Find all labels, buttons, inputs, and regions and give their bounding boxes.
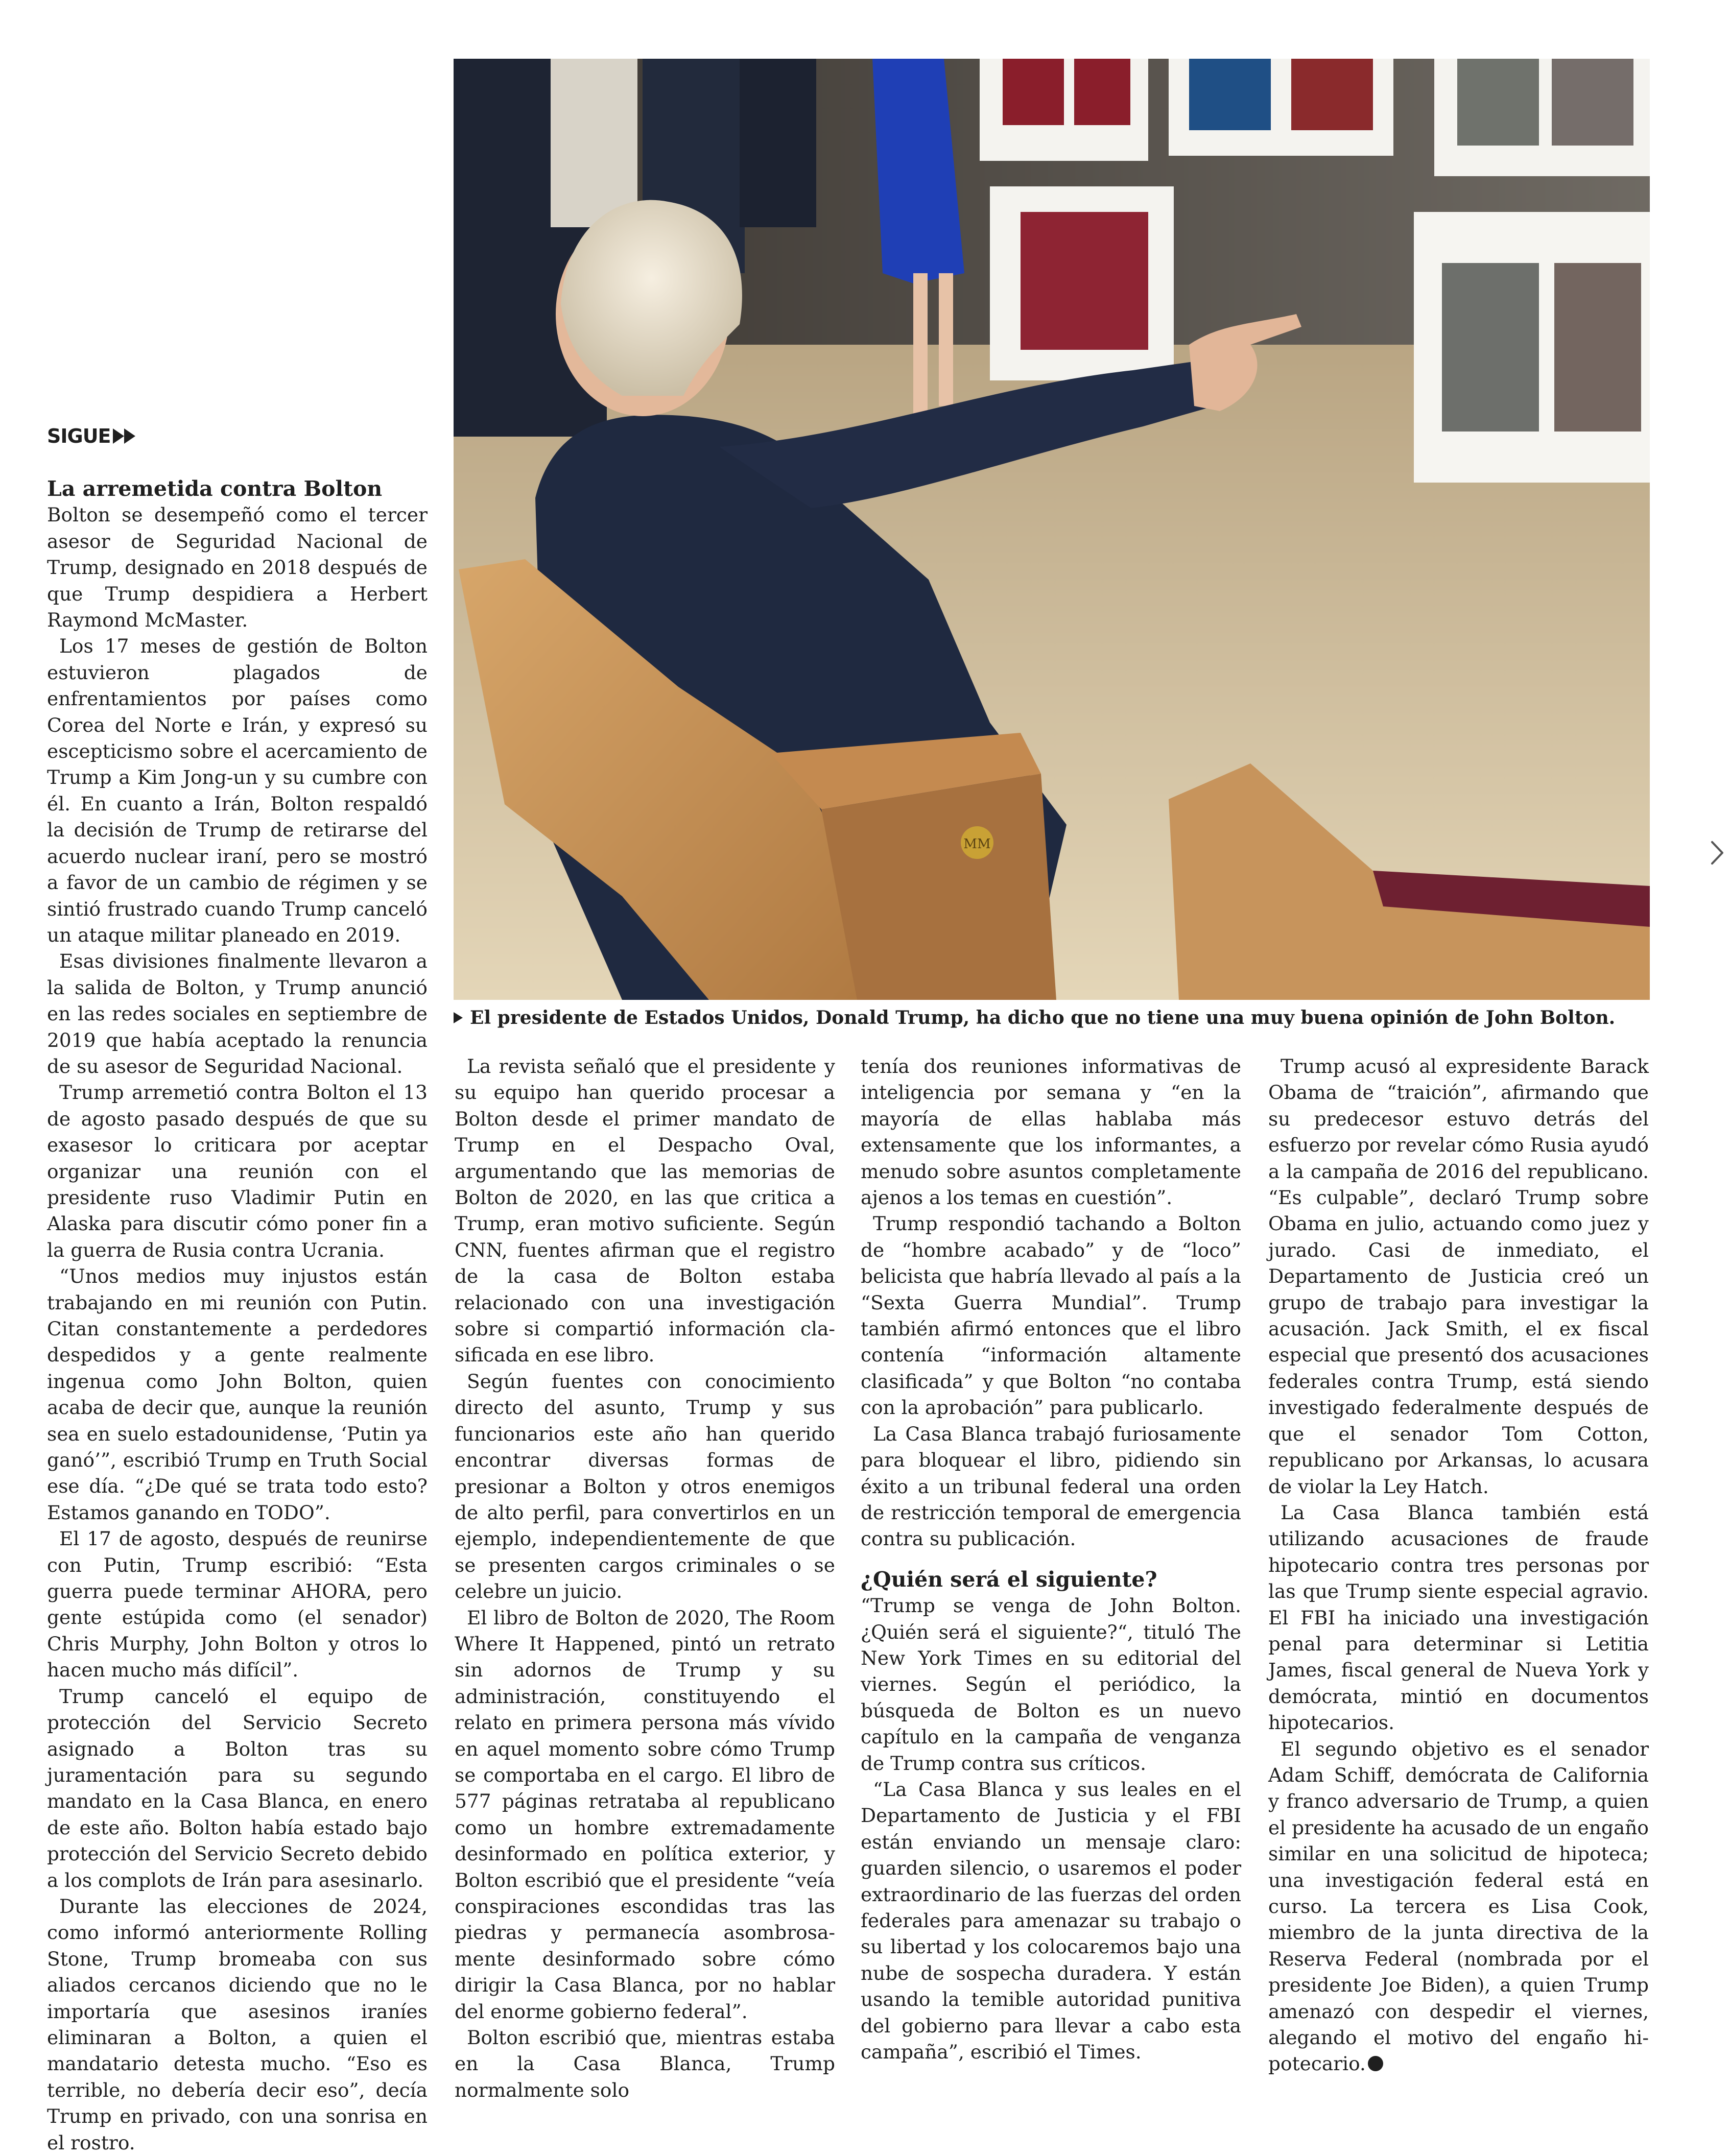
chevron-right-icon[interactable] bbox=[1710, 840, 1724, 866]
paragraph: Según fuentes con conocimiento directo del asunto, Trump y sus funcionarios este año han querido encontrar diversas formas de presionar a Bolton y otros enemigos de alto perfil, para convertirlos en un ejemplo, independientemente de que se presenten cargos criminales o se celebre un juicio. bbox=[455, 1370, 835, 1603]
paragraph: Trump acusó al expresidente Barack Obama de “traición”, afirmando que su predecesor estuvo detrás del esfuerzo por revelar cómo Rusia ayudó a la campaña de 2016 del republicano. “Es culpable”, declaró Trump sobre Obama en julio, actuando como juez y jurado. Casi de inmediato, el Departamento de Justicia creó un grupo de trabajo para investigar la acusación. Jack Smith, el ex fiscal especial que presentó dos acusaciones federales contra Trump, está siendo investigado federalmente después de que el senador Tom Cotton, republicano por Arkansas, lo acusara de violar la Ley Hatch. bbox=[1268, 1055, 1649, 1498]
paragraph: Trump arremetió contra Bolton el 13 de agosto pasado después de que su exasesor lo criticara por aceptar organizar una reunión con el presidente ruso Vladimir Putin en Alaska para discutir cómo poner fin a la guerra de Rusia contra Ucrania. bbox=[47, 1081, 428, 1261]
caption-arrow-icon bbox=[454, 1012, 463, 1023]
end-of-article-icon bbox=[1368, 2056, 1383, 2071]
paragraph: Trump canceló el equipo de protección del Servicio Secreto asignado a Bolton tras su juramentación para su segundo mandato en la Casa Blanca, en enero de este año. Bolton había estado bajo protección del Servicio Secreto debido a los complots de Irán para asesinarlo. bbox=[47, 1685, 428, 1891]
news-photo bbox=[454, 59, 1650, 1000]
paragraph: La Casa Blanca también está utilizando acusaciones de fraude hipotecario contra tres personas por las que Trump siente especial agravio. El FBI ha iniciado una investigación penal para determinar si Letitia James, fiscal general de Nueva York y demócrata, mintió en documentos hipotecarios. bbox=[1268, 1501, 1649, 1734]
paragraph: “La Casa Blanca y sus leales en el Departamento de Justicia y el FBI están enviando un mensaje claro: guarden silencio, o usaremos el poder extraordinario de las fuerzas del orden federales para amenazar su trabajo o su libertad y los colocaremos bajo una nube de sospecha duradera. Y están usando la temible autoridad punitiva del gobierno para llevar a cabo esta campaña”, escribió el Times. bbox=[861, 1778, 1241, 2064]
arrow-right-icon bbox=[124, 428, 135, 444]
paragraph: “Trump se venga de John Bolton. ¿Quién será el siguiente?“, tituló The New York Times en su editorial del viernes. Según el periódico, la búsqueda de Bolton es un nuevo capítulo en la campaña de venganza de Trump contra sus críticos. bbox=[861, 1594, 1241, 1775]
article-column-2 bbox=[455, 1053, 835, 2103]
paragraph bbox=[1268, 1736, 1649, 2077]
article-column-1 bbox=[47, 476, 428, 2156]
paragraph: Bolton escribió que, mientras estaba en la Casa Blanca, Trump normalmente solo bbox=[455, 2026, 835, 2101]
arrow-right-icon bbox=[113, 428, 124, 444]
paragraph: La Casa Blanca trabajó furiosamente para bloquear el libro, pidiendo sin éxito a un tribunal federal una orden de restricción temporal de emergencia contra su publicación. bbox=[861, 1422, 1241, 1550]
paragraph: tenía dos reuniones informativas de inteligencia por semana y “en la mayoría de ellas hablaba más extensamente que los informantes, a menudo sobre asuntos completamente ajenos a los temas en cuestión”. bbox=[861, 1055, 1241, 1209]
section-heading: ¿Quién será el siguiente? bbox=[861, 1567, 1157, 1592]
paragraph: El libro de Bolton de 2020, The Room Where It Happened, pintó un retrato sin adornos de Trump y su administración, constituyendo el relato en primera persona más vívido en aquel momento sobre cómo Trump se comportaba en el cargo. El libro de 577 páginas retrataba al republicano como un hombre extremadamente desinformado en política exterior, y Bolton escribió que el presidente “veía conspiraciones escondidas tras las piedras y permanecía asombrosamente desinformado sobre cómo dirigir la Casa Blanca, por no hablar del enorme gobierno federal”. bbox=[455, 1606, 835, 2023]
paragraph-text: El segundo objetivo es el senador Adam Schiff, demócrata de California y franco adversario de Trump, a quien el presidente ha acusado de un engaño similar en una solicitud de hipoteca; una investigación federal está en curso. La tercera es Lisa Cook, miembro de la junta directiva de la Reserva Federal (nombrada por el presidente Joe Biden), a quien Trump amenazó con despedir el viernes, alegando el motivo del engaño hipotecario. bbox=[1268, 1737, 1649, 2075]
paragraph: Trump respondió tachando a Bolton de “hombre acabado” y de “loco” belicista que habría llevado al país a la “Sexta Guerra Mundial”. Trump también afirmó entonces que el libro contenía “información altamente clasificada” y que Bolton “no contaba con la aprobación” para publicarlo. bbox=[861, 1212, 1241, 1419]
paragraph: Esas divisiones finalmente llevaron a la salida de Bolton, y Trump anunció en las redes sociales en septiembre de 2019 que había aceptado la renuncia de su asesor de Seguridad Nacional. bbox=[47, 950, 428, 1077]
paragraph: La revista señaló que el presidente y su equipo han querido procesar a Bolton desde el primer mandato de Trump en el Despacho Oval, argumentando que las memorias de Bolton de 2020, en las que critica a Trump, eran motivo suficiente. Según CNN, fuentes afirman que el registro de la casa de Bolton estaba relacionado con una investigación sobre si compartió información clasificada en ese libro. bbox=[455, 1055, 835, 1367]
paragraph: El 17 de agosto, después de reunirse con Putin, Trump escribió: “Esta guerra puede terminar AHORA, pero gente estúpida como (el senador) Chris Murphy, John Bolton y otros lo hacen mucho más difícil”. bbox=[47, 1527, 428, 1682]
paragraph: “Unos medios muy injustos están trabajando en mi reunión con Putin. Citan constantemente a perdedores despedidos y a gente realmente ingenua como John Bolton, quien acaba de decir que, aunque la reunión sea en suelo estadounidense, ‘Putin ya ganó’”, escribió Trump en Truth Social ese día. “¿De qué se trata todo esto? Estamos ganando en TODO”. bbox=[47, 1265, 428, 1524]
paragraph: Los 17 meses de gestión de Bolton estuvieron plagados de enfrentamientos por países como Corea del Norte e Irán, y expresó su escepticismo sobre el acercamiento de Trump a Kim Jong-un y su cumbre con él. En cuanto a Irán, Bolton respaldó la decisión de Trump de retirarse del acuerdo nuclear iraní, pero se mostró a favor de un cambio de régimen y se sintió frustrado cuando Trump canceló un ataque militar planeado en 2019. bbox=[47, 635, 428, 946]
paragraph: Durante las elecciones de 2024, como informó anteriormente Rolling Stone, Trump bromeaba con sus aliados cercanos diciendo que no le importaría que asesinos iraníes eliminaran a Bolton, a quien el mandatario detesta mucho. “Eso es terrible, no debería decir eso”, decía Trump en privado, con una sonrisa en el rostro. bbox=[47, 1895, 428, 2154]
seat-badge: MM bbox=[963, 836, 991, 852]
section-heading: La arremetida contra Bolton bbox=[47, 476, 383, 501]
photo-caption bbox=[454, 1005, 1650, 1031]
caption-text: El presidente de Estados Unidos, Donald Trump, ha dicho que no tiene una muy buena opinión de John Bolton. bbox=[470, 1007, 1616, 1028]
continued-label: SIGUE bbox=[47, 425, 111, 447]
paragraph: Bolton se desempeñó como el tercer asesor de Seguridad Nacional de Trump, designado en 2018 después de que Trump despidiera a Herbert Raymond McMaster. bbox=[47, 504, 428, 632]
article-column-4 bbox=[1268, 1053, 1649, 2077]
article-column-3 bbox=[861, 1053, 1241, 2065]
photo-illustration bbox=[454, 59, 1650, 1000]
continued-marker bbox=[47, 425, 135, 447]
